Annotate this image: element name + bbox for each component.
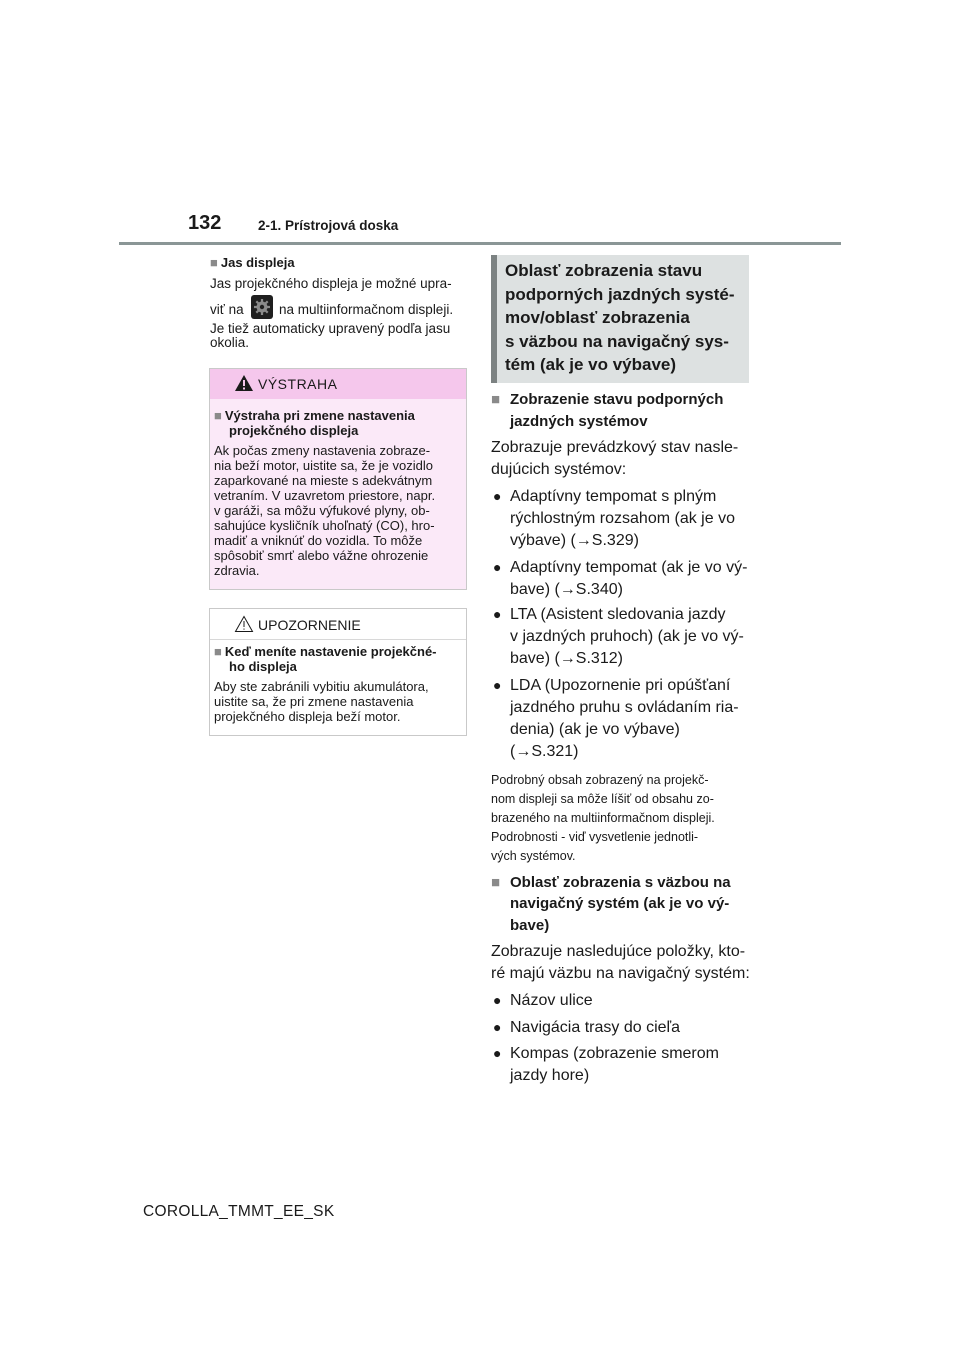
bullet-dot-icon: ● <box>493 1019 502 1035</box>
display-area-heading-box <box>491 255 749 383</box>
bullet-dot-icon: ● <box>493 559 502 575</box>
warning-subtitle: ■ Výstraha pri zmene nastavenia <box>214 408 415 423</box>
page-number: 132 <box>188 212 222 234</box>
bullet-dot-icon: ● <box>493 488 502 504</box>
nav-heading-2: navigačný systém (ak je vo vý- <box>510 895 730 912</box>
status-note-2: nom displeji sa môže líšiť od obsahu zo- <box>491 792 714 806</box>
warning-text-5: v garáži, sa môžu výfukové plyny, ob- <box>214 503 430 518</box>
warning-subtitle-2: projekčného displeja <box>229 423 359 438</box>
bullet-dot-icon: ● <box>493 606 502 622</box>
warning-text-9: zdravia. <box>214 563 260 578</box>
warning-text-6: sahujúce kysličník uhoľnatý (CO), hro- <box>214 518 435 533</box>
brightness-line-4: Je tiež automaticky upravený podľa jasu <box>210 321 451 336</box>
status-item-2-line-2: bave) (→S.340) <box>510 581 623 598</box>
status-item-1-line-2: rýchlostným rozsahom (ak je vo <box>510 510 735 527</box>
caution-header <box>210 609 466 640</box>
status-note-4: Podrobnosti - viď vysvetlenie jednotli- <box>491 830 699 844</box>
bullet-dot-icon: ● <box>493 1045 502 1061</box>
footer-code: COROLLA_TMMT_EE_SK <box>143 1203 335 1220</box>
square-bullet-icon: ■ <box>214 644 222 659</box>
caution-subtitle: ■ Keď meníte nastavenie projekčné- <box>214 644 437 659</box>
status-item-4-line-2: jazdného pruhu s ovládaním ria- <box>510 699 739 716</box>
nav-intro-2: ré majú väzbu na navigačný systém: <box>491 965 750 982</box>
warning-title: VÝSTRAHA <box>258 376 338 392</box>
warning-text-7: madiť a vniknúť do vozidla. To môže <box>214 533 423 548</box>
square-bullet-icon: ■ <box>214 408 222 423</box>
status-heading-icon: ■ <box>491 391 501 408</box>
nav-item-1: Názov ulice <box>510 992 593 1009</box>
display-area-heading: Oblasť zobrazenia stavu podporných jazdných systé- mov/oblasť zobrazenia s väzbou na navigačný sys- tém (ak je vo výbave) <box>505 261 735 374</box>
status-intro-2: dujúcich systémov: <box>491 461 627 478</box>
status-heading-2: jazdných systémov <box>510 413 648 430</box>
warning-text-2: nia beží motor, uistite sa, že je vozidlo <box>214 458 433 473</box>
brightness-line-3: na multiinformačnom displeji. <box>279 302 454 317</box>
status-item-3-line-1: LTA (Asistent sledovania jazdy <box>510 606 726 623</box>
caution-text-1: Aby ste zabránili vybitiu akumulátora, <box>214 679 429 694</box>
status-note-1: Podrobný obsah zobrazený na projekč- <box>491 773 709 787</box>
square-bullet-icon: ■ <box>210 255 218 270</box>
nav-heading-1: Oblasť zobrazenia s väzbou na <box>510 874 731 891</box>
nav-item-3-line-1: Kompas (zobrazenie smerom <box>510 1045 719 1062</box>
status-item-1-line-3: výbave) (→S.329) <box>510 532 639 549</box>
status-note-5: vých systémov. <box>491 849 576 863</box>
section-title: 2-1. Prístrojová doska <box>258 218 399 233</box>
bullet-dot-icon: ● <box>493 992 502 1008</box>
warning-text-3: zaparkované na mieste s adekvátnym <box>214 473 433 488</box>
gear-icon <box>251 295 273 319</box>
caution-box <box>209 608 467 736</box>
nav-heading-3: bave) <box>510 917 550 934</box>
brightness-line-1: Jas projekčného displeja je možné upra- <box>210 276 452 291</box>
status-item-1-line-1: Adaptívny tempomat s plným <box>510 488 717 505</box>
warning-triangle-icon <box>234 374 254 392</box>
nav-item-3-line-2: jazdy hore) <box>510 1067 590 1084</box>
header-rule <box>119 242 841 245</box>
status-item-4-line-4: (→S.321) <box>510 743 579 760</box>
caution-triangle-icon <box>234 615 254 633</box>
status-intro-1: Zobrazuje prevádzkový stav nasle- <box>491 439 739 456</box>
status-heading-1: Zobrazenie stavu podporných <box>510 391 724 408</box>
caution-title: UPOZORNENIE <box>258 617 361 633</box>
warning-text-8: spôsobiť smrť alebo vážne ohrozenie <box>214 548 429 563</box>
status-item-3-line-2: v jazdných pruhoch) (ak je vo vý- <box>510 628 744 645</box>
status-note-3: brazeného na multiinformačnom displeji. <box>491 811 715 825</box>
caution-text-3: projekčného displeja beží motor. <box>214 709 401 724</box>
status-item-4-line-3: denia) (ak je vo výbave) <box>510 721 680 738</box>
nav-heading-icon: ■ <box>491 874 501 891</box>
warning-box <box>209 368 467 590</box>
brightness-heading: ■ Jas displeja <box>210 255 295 270</box>
nav-item-2: Navigácia trasy do cieľa <box>510 1019 681 1036</box>
status-item-2-line-1: Adaptívny tempomat (ak je vo vý- <box>510 559 748 576</box>
warning-text-4: vetraním. V uzavretom priestore, napr. <box>214 488 436 503</box>
warning-body <box>210 399 466 589</box>
status-item-3-line-3: bave) (→S.312) <box>510 650 623 667</box>
status-item-4-line-1: LDA (Upozornenie pri opúšťaní <box>510 677 731 694</box>
brightness-line-2: viť na <box>210 302 244 317</box>
bullet-dot-icon: ● <box>493 677 502 693</box>
caution-subtitle-2: ho displeja <box>229 659 297 674</box>
caution-text-2: uistite sa, že pri zmene nastavenia <box>214 694 414 709</box>
nav-intro-1: Zobrazuje nasledujúce položky, kto- <box>491 943 746 960</box>
warning-text-1: Ak počas zmeny nastavenia zobraze- <box>214 443 431 458</box>
brightness-line-5: okolia. <box>210 335 250 350</box>
warning-header <box>210 369 466 399</box>
